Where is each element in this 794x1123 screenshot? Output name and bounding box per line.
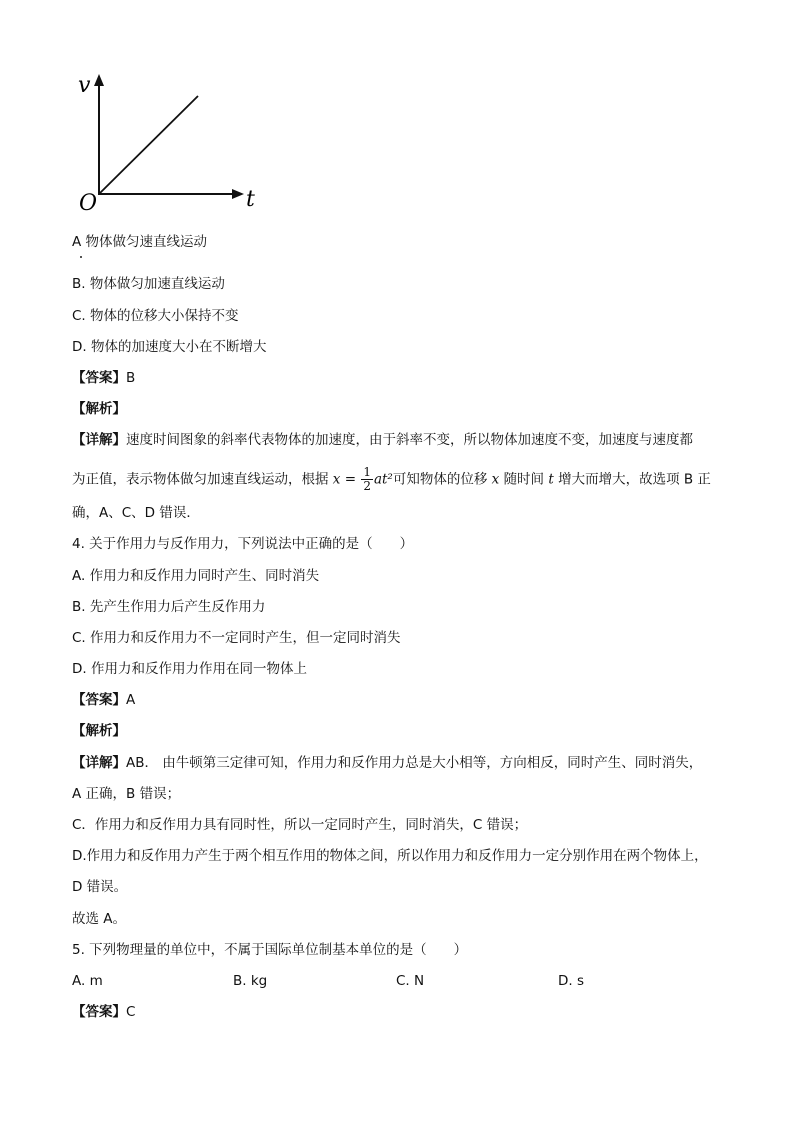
answer-tag: 【答案】 bbox=[72, 692, 126, 708]
q5-option-d: D. s bbox=[558, 973, 585, 989]
q3-option-c: C. 物体的位移大小保持不变 bbox=[72, 308, 239, 324]
detail-text: 速度时间图象的斜率代表物体的加速度，由于斜率不变，所以物体加速度不变，加速度与速度都 bbox=[126, 432, 693, 448]
stray-dot bbox=[80, 256, 82, 258]
var-t: t bbox=[548, 471, 554, 488]
q3-detail-line-3: 确，A、C、D 错误． bbox=[72, 505, 200, 521]
q4-analysis-tag bbox=[72, 721, 126, 741]
var-x: x bbox=[491, 471, 500, 488]
origin-label: O bbox=[79, 191, 98, 216]
answer-value: B bbox=[126, 370, 136, 386]
q4-option-a: A. 作用力和反作用力同时产生、同时消失 bbox=[72, 568, 320, 584]
answer-value: C bbox=[126, 1004, 136, 1020]
q5-option-a: A. m bbox=[72, 973, 103, 989]
fraction-denominator: 2 bbox=[363, 479, 371, 493]
q5-option-b: B. kg bbox=[233, 973, 268, 989]
q3-option-a: A 物体做匀速直线运动 bbox=[72, 234, 208, 250]
q4-conclusion: 故选 A。 bbox=[72, 911, 127, 927]
q3-detail-line-1 bbox=[72, 430, 693, 450]
q4-answer bbox=[72, 690, 135, 710]
q4-detail-line-5: D 错误。 bbox=[72, 879, 128, 895]
x-axis-label: t bbox=[246, 187, 255, 212]
q4-detail-line-3: C．作用力和反作用力具有同时性，所以一定同时产生，同时消失，C 错误； bbox=[72, 817, 528, 833]
detail-text: 可知物体的位移 bbox=[392, 471, 488, 488]
answer-tag: 【答案】 bbox=[72, 1004, 126, 1020]
q4-option-c: C. 作用力和反作用力不一定同时产生，但一定同时消失 bbox=[72, 630, 401, 646]
q3-answer bbox=[72, 368, 135, 388]
formula-fraction bbox=[361, 466, 373, 493]
analysis-tag: 【解析】 bbox=[72, 401, 126, 417]
detail-text: 增大而增大，故选项 B 正 bbox=[558, 471, 711, 488]
q5-option-c: C. N bbox=[396, 973, 425, 989]
q4-detail-line-2: A 正确，B 错误； bbox=[72, 786, 181, 802]
formula-rhs: at² bbox=[373, 471, 393, 488]
q4-option-b: B. 先产生作用力后产生反作用力 bbox=[72, 599, 266, 615]
fraction-numerator: 1 bbox=[363, 465, 371, 479]
q4-detail-line-1 bbox=[72, 753, 702, 773]
detail-text: 随时间 bbox=[503, 471, 545, 488]
detail-text: 为正值，表示物体做匀加速直线运动，根据 bbox=[72, 471, 329, 488]
q3-option-b: B. 物体做匀加速直线运动 bbox=[72, 276, 225, 292]
q3-detail-line-2 bbox=[72, 466, 711, 493]
q5-answer bbox=[72, 1002, 135, 1022]
detail-tag: 【详解】 bbox=[72, 755, 126, 771]
velocity-time-graph bbox=[70, 68, 270, 218]
x-axis-arrow bbox=[232, 189, 244, 199]
formula-lhs: x = bbox=[332, 471, 357, 488]
q4-detail-line-4: D.作用力和反作用力产生于两个相互作用的物体之间，所以作用力和反作用力一定分别作用在两个物体上， bbox=[72, 848, 708, 864]
q3-option-d: D. 物体的加速度大小在不断增大 bbox=[72, 339, 267, 355]
y-axis-label: v bbox=[78, 73, 91, 98]
velocity-line bbox=[99, 96, 198, 194]
q5-question: 5. 下列物理量的单位中，不属于国际单位制基本单位的是（ ） bbox=[72, 942, 468, 958]
q3-analysis-tag bbox=[72, 399, 126, 419]
detail-text: AB． 由牛顿第三定律可知，作用力和反作用力总是大小相等，方向相反，同时产生、同时消失， bbox=[126, 755, 703, 771]
answer-tag: 【答案】 bbox=[72, 370, 126, 386]
q4-question: 4. 关于作用力与反作用力，下列说法中正确的是（ ） bbox=[72, 536, 414, 552]
detail-tag: 【详解】 bbox=[72, 432, 126, 448]
answer-value: A bbox=[126, 692, 136, 708]
q4-option-d: D. 作用力和反作用力作用在同一物体上 bbox=[72, 661, 307, 677]
analysis-tag: 【解析】 bbox=[72, 723, 126, 739]
y-axis-arrow bbox=[94, 74, 104, 86]
